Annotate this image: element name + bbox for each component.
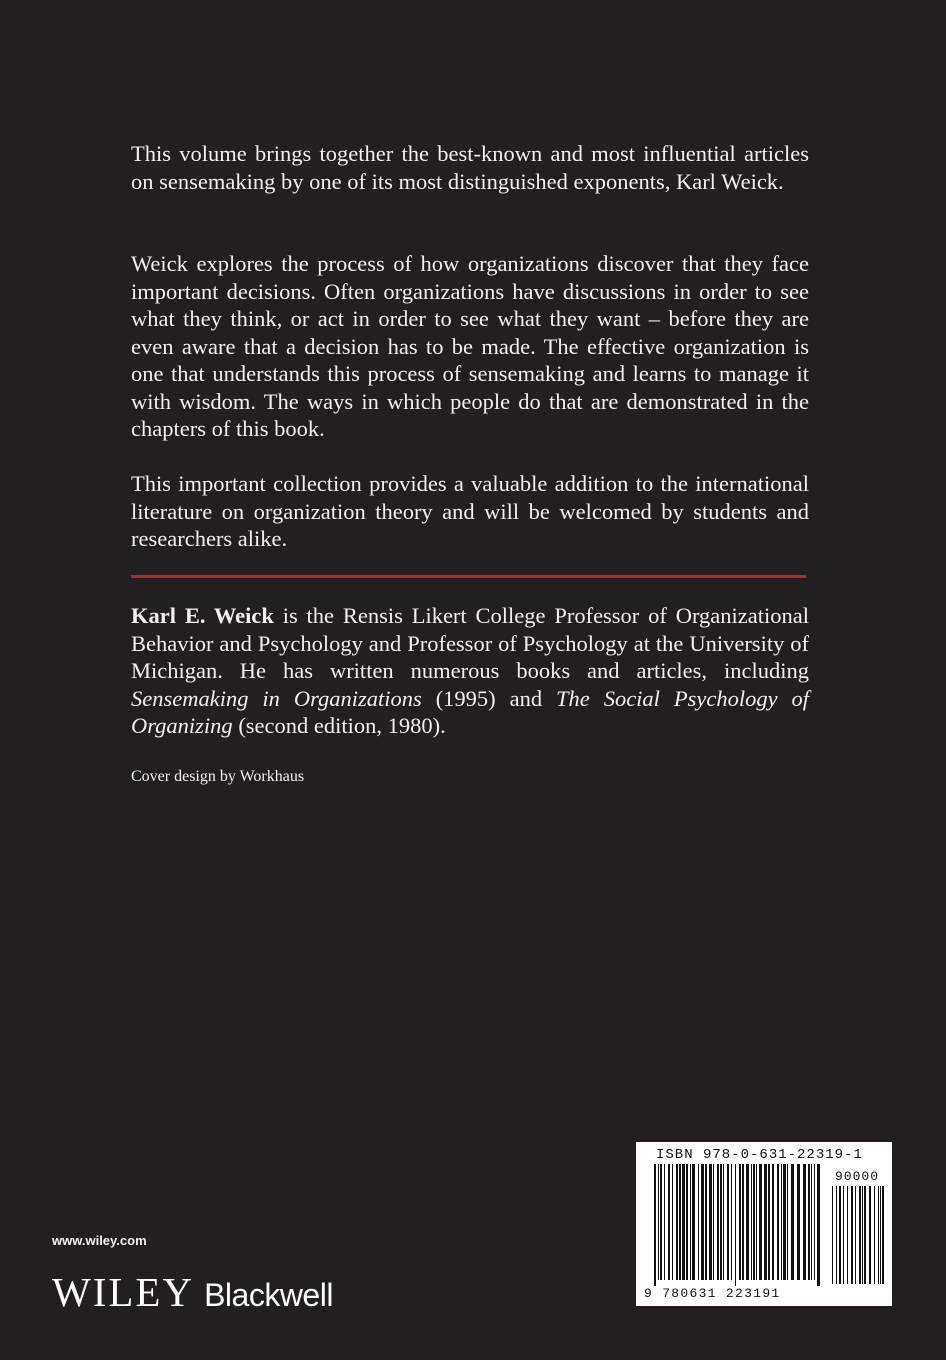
book-title-1: Sensemaking in Organizations xyxy=(131,685,422,711)
barcode-bar xyxy=(864,1186,866,1284)
barcode-bar xyxy=(690,1164,691,1280)
barcode-bar xyxy=(742,1164,744,1280)
barcode-bar xyxy=(668,1164,670,1280)
isbn-number: ISBN 978-0-631-22319-1 xyxy=(656,1147,863,1163)
barcode-bar xyxy=(746,1164,749,1280)
barcode-bar xyxy=(787,1164,788,1280)
bio-text-1: is the Rensis Likert College Professor of Organizational Behavior and Psychology and Professor of Psychology at the University of Michigan. He has written numerous books and articles, including xyxy=(131,603,809,683)
barcode-bar xyxy=(709,1164,712,1280)
book-title-2: The Social Psychology of Organizing xyxy=(131,685,809,738)
barcode-bar xyxy=(756,1164,757,1280)
barcode-bar xyxy=(717,1164,719,1280)
barcode-bar xyxy=(682,1164,685,1280)
barcode-bar xyxy=(723,1164,724,1280)
publisher-url: www.wiley.com xyxy=(52,1233,147,1248)
barcode-bar xyxy=(720,1164,722,1280)
barcode-bar xyxy=(660,1164,662,1280)
description-paragraph-3: This important collection provides a valuable addition to the international literature on organization theory and will be welcomed by students and researchers alike. xyxy=(131,471,809,551)
barcode-bar xyxy=(777,1164,779,1280)
barcode-bar xyxy=(783,1164,786,1280)
isbn-barcode xyxy=(636,1142,892,1306)
barcode-bar xyxy=(869,1186,871,1284)
barcode-bar xyxy=(698,1164,699,1280)
barcode-bar xyxy=(731,1164,732,1280)
barcode-bar xyxy=(692,1164,695,1280)
barcode-bar xyxy=(764,1164,767,1280)
wiley-blackwell-logo xyxy=(52,1270,333,1314)
barcode-bar xyxy=(803,1164,806,1280)
barcode-bar xyxy=(862,1186,863,1284)
barcode-bar xyxy=(797,1164,800,1280)
barcode-bar xyxy=(713,1164,714,1280)
barcode-bar xyxy=(679,1164,681,1280)
barcode-bar xyxy=(654,1164,656,1286)
barcode-bar xyxy=(735,1164,736,1286)
barcode-bar xyxy=(832,1186,833,1284)
description-paragraph-1: This volume brings together the best-known and most influential articles on sensemaking by one of its most distinguished exponents, Karl Weick. xyxy=(131,141,809,194)
bio-text-3: (second edition, 1980). xyxy=(232,713,446,738)
author-name: Karl E. Weick xyxy=(131,603,274,628)
barcode-bar xyxy=(882,1186,884,1284)
barcode-bar xyxy=(676,1164,678,1280)
barcode-bar xyxy=(814,1164,815,1280)
cover-design-credit: Cover design by Workhaus xyxy=(131,768,305,785)
barcode-bar xyxy=(672,1164,673,1280)
barcode-bar xyxy=(874,1186,875,1284)
barcode-bar xyxy=(705,1164,707,1280)
barcode-bar xyxy=(817,1164,820,1286)
description-paragraph-2: Weick explores the process of how organizations discover that they face important decisions. Often organizations have discussions in order to see what they think, or act in order to see what they want – before they are even aware that a decision has to be made. The effective organization is one that understands this process of sensemaking and learns to manage it with wisdom. The ways in which people do that are demonstrated in the chapters of this book. xyxy=(131,251,809,441)
barcode-bar xyxy=(727,1164,729,1280)
logo-wiley-text: WILEY xyxy=(52,1269,195,1315)
barcode-bar xyxy=(701,1164,704,1280)
barcode-bar xyxy=(847,1186,848,1284)
barcode-bar xyxy=(836,1186,837,1284)
barcode-bar xyxy=(664,1164,665,1280)
logo-blackwell-text: Blackwell xyxy=(204,1277,333,1313)
barcode-bar xyxy=(808,1164,810,1280)
barcode-bar xyxy=(855,1186,856,1284)
barcode-bar xyxy=(751,1164,752,1280)
barcode-bar xyxy=(859,1186,861,1284)
barcode-bar xyxy=(781,1164,782,1280)
barcode-bar xyxy=(878,1186,879,1284)
price-code: 90000 xyxy=(835,1169,880,1184)
barcode-bar xyxy=(686,1164,688,1280)
red-divider xyxy=(131,575,806,578)
barcode-bar xyxy=(768,1164,770,1280)
bio-text-2: (1995) and xyxy=(421,685,557,711)
barcode-bar xyxy=(739,1164,741,1280)
barcode-bar xyxy=(772,1164,774,1280)
barcode-bar xyxy=(843,1186,844,1284)
barcode-digits: 9 780631 223191 xyxy=(644,1286,781,1301)
barcode-bar xyxy=(880,1186,881,1284)
barcode-bar xyxy=(753,1164,755,1280)
barcode-bar xyxy=(811,1164,812,1280)
barcode-bars xyxy=(636,1142,892,1306)
barcode-bar xyxy=(759,1164,762,1280)
author-bio xyxy=(131,602,809,740)
barcode-bar xyxy=(658,1164,659,1280)
barcode-bar xyxy=(791,1164,794,1280)
barcode-bar xyxy=(851,1186,853,1284)
barcode-bar xyxy=(839,1186,841,1284)
